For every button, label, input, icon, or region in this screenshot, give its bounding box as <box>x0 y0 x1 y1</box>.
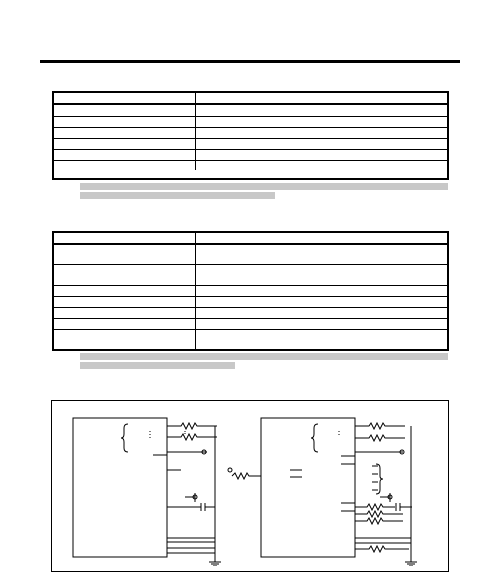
chip-right <box>261 418 355 557</box>
chip-left <box>73 418 167 557</box>
